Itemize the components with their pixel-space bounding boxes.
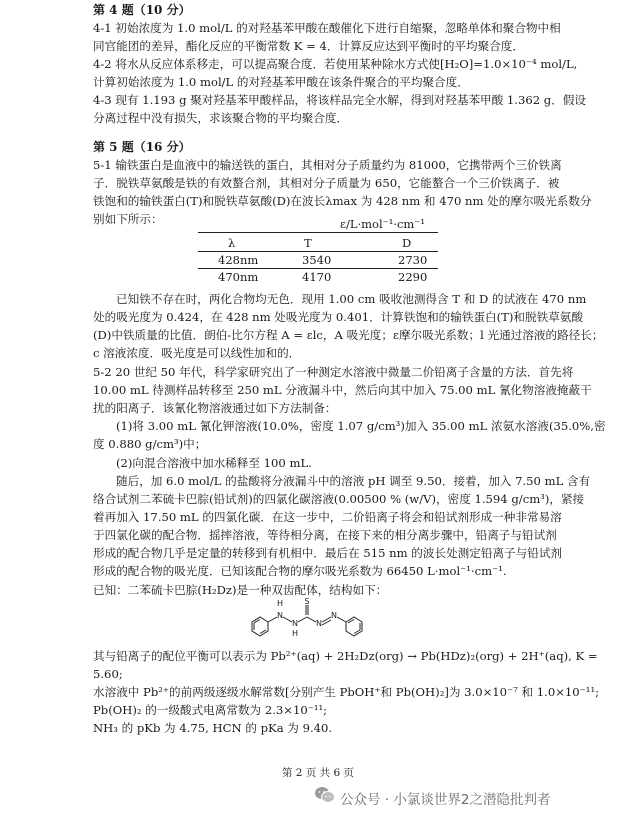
atom-s: S	[304, 597, 310, 606]
q5-2-text: 形成的配合物几乎是定量的转移到有机相中．最后在 515 nm 的波长处测定铅离子与铅试剂	[93, 546, 563, 560]
hydrolysis-line: 水溶液中 Pb²⁺的前两级逐级水解常数[分别产生 PbOH⁺和 Pb(OH)₂]为 3.0×10⁻⁷ 和 1.0×10⁻¹¹;	[93, 685, 600, 699]
table-header-lambda: λ	[228, 236, 236, 250]
q4-2-line1: 4-2 将水从反应体系移走，可以提高聚合度．若使用某种除水方式使[H₂O]=1.0×10⁻⁴ mol/L,	[93, 57, 578, 71]
q4-title: 第 4 题（10 分）	[93, 3, 191, 17]
watermark: 公众号 · 小氯谈世界2之潜隐批判者	[340, 792, 551, 808]
step-1-line2: 度 0.880 g/cm³)中；	[93, 437, 207, 451]
atom-h: H	[291, 629, 299, 638]
table-header-t: T	[304, 236, 312, 250]
q5-2-text: 于四氯化碳的配合物．摇摔溶液，等待相分离，在接下来的相分离步骤中，铅离子与铅试剂	[93, 528, 557, 542]
step-1-line1: (1)将 3.00 mL 氰化钾溶液(10.0%，密度 1.07 g/cm³)加入 35.00 mL 浓氨水溶液(35.0%,密	[116, 419, 606, 433]
q4-1-line1: 4-1 初始浓度为 1.0 mol/L 的对羟基苯甲酸在酸催化下进行自缩聚，忽略单体和聚合物中相	[93, 21, 561, 35]
equilibrium-line: 其与铅离子的配位平衡可以表示为 Pb²⁺(aq) + 2H₂Dz(org) → Pb(HDz)₂(org) + 2H⁺(aq), K =	[93, 649, 598, 663]
atom-n: N	[331, 611, 337, 620]
q5-2-text: 随后，加 6.0 mol/L 的盐酸将分液漏斗中的溶液 pH 调至 9.50．接着，加入 7.50 mL 含有	[116, 474, 591, 488]
q4-2-line2: 计算初始浓度为 1.0 mol/L 的对羟基苯甲酸在该条件聚合的平均聚合度．	[93, 75, 469, 89]
q5-2-line: 扰的阳离子．该氰化物溶液通过如下方法制备：	[93, 401, 337, 415]
atom-n: N	[292, 619, 298, 628]
equilibrium-line: 5.60;	[93, 667, 123, 681]
atom-h: H	[276, 599, 284, 608]
q5-1-line: 5-1 输铁蛋白是血液中的输送铁的蛋白，其相对分子质量约为 81000，它携带两个三价铁离	[93, 158, 562, 172]
ionization-line: Pb(OH)₂ 的一级酸式电离常数为 2.3×10⁻¹¹;	[93, 703, 328, 717]
q4-1-line2: 同官能团的差异，酯化反应的平衡常数 K = 4．计算反应达到平衡时的平均聚合度．	[93, 39, 524, 53]
q5-2-text: 形成的配合物的吸光度．已知该配合物的摩尔吸光系数为 66450 L·mol⁻¹·cm⁻¹.	[93, 564, 507, 578]
q5-1-text: (D)中铁质量的比值．朗伯-比尔方程 A = εlc，A 吸光度；ε摩尔吸光系数；l 光通过溶液的路径长；	[93, 328, 604, 342]
table-header-d: D	[402, 236, 412, 250]
q4-3-line2: 分离过程中没有损失，求该聚合物的平均聚合度．	[93, 111, 349, 125]
q4-3-line1: 4-3 现有 1.193 g 聚对羟基苯甲酸样品，将该样品完全水解，得到对羟基苯甲酸 1.362 g．假设	[93, 93, 587, 107]
q5-1-text: c 溶液浓度．吸光度是可以线性加和的．	[93, 346, 301, 360]
atom-n: N	[316, 619, 322, 628]
step-2: (2)向混合溶液中加水稀释至 100 mL.	[116, 456, 312, 470]
table-rule	[198, 232, 438, 233]
q5-title: 第 5 题（16 分）	[93, 140, 191, 154]
atom-n: N	[277, 611, 283, 620]
q5-1-line: 别如下所示：	[93, 212, 163, 226]
table-cell: 470nm	[218, 270, 259, 284]
known-line: 已知：二苯硫卡巴腙(H₂Dz)是一种双齿配体，结构如下：	[93, 583, 388, 597]
page-footer: 第 2 页 共 6 页	[281, 767, 355, 779]
q5-1-text: 处的吸光度为 0.424，在 428 nm 处吸光度为 0.401．计算铁饱和的输铁蛋白(T)和脱铁草氨酸	[93, 310, 583, 324]
pk-line: NH₃ 的 pKb 为 4.75, HCN 的 pKa 为 9.40.	[93, 721, 333, 735]
table-cell: 428nm	[218, 253, 259, 267]
q5-1-line: 铁饱和的输铁蛋白(T)和脱铁草氨酸(D)在波长λmax 为 428 nm 和 470 nm 处的摩尔吸光系数分	[93, 194, 592, 208]
q5-2-line: 10.00 mL 待测样品转移至 250 mL 分液漏斗中，然后向其中加入 75.00 mL 氰化物溶液掩蔽干	[93, 383, 592, 397]
q5-2-text: 着再加入 17.50 mL 的四氯化碳．在这一步中，二价铅离子将会和铅试剂形成一种非常易溶	[93, 510, 562, 524]
table-cell: 4170	[302, 270, 332, 284]
q5-2-text: 络合试剂二苯硫卡巴腙(铅试剂)的四氯化碳溶液(0.00500 % (w/V)，密度 1.594 g/cm³)，紧接	[93, 492, 585, 506]
q5-1-line: 子．脱铁草氨酸是铁的有效螯合剂，其相对分子质量为 650，它能螯合一个三价铁离子．被	[93, 176, 560, 190]
q5-1-text: 已知铁不存在时，两化合物均无色．现用 1.00 cm 吸收池测得含 T 和 D 的试液在 470 nm	[116, 292, 587, 306]
table-unit: ε/L·mol⁻¹·cm⁻¹	[340, 217, 425, 231]
q5-2-line: 5-2 20 世纪 50 年代，科学家研究出了一种测定水溶液中微量二价铅离子含量的方法．首先将	[93, 365, 574, 379]
table-cell: 2730	[398, 253, 428, 267]
dithizone-structure	[240, 596, 410, 640]
table-cell: 2290	[398, 270, 428, 284]
wechat-icon	[314, 786, 336, 804]
table-cell: 3540	[302, 253, 332, 267]
